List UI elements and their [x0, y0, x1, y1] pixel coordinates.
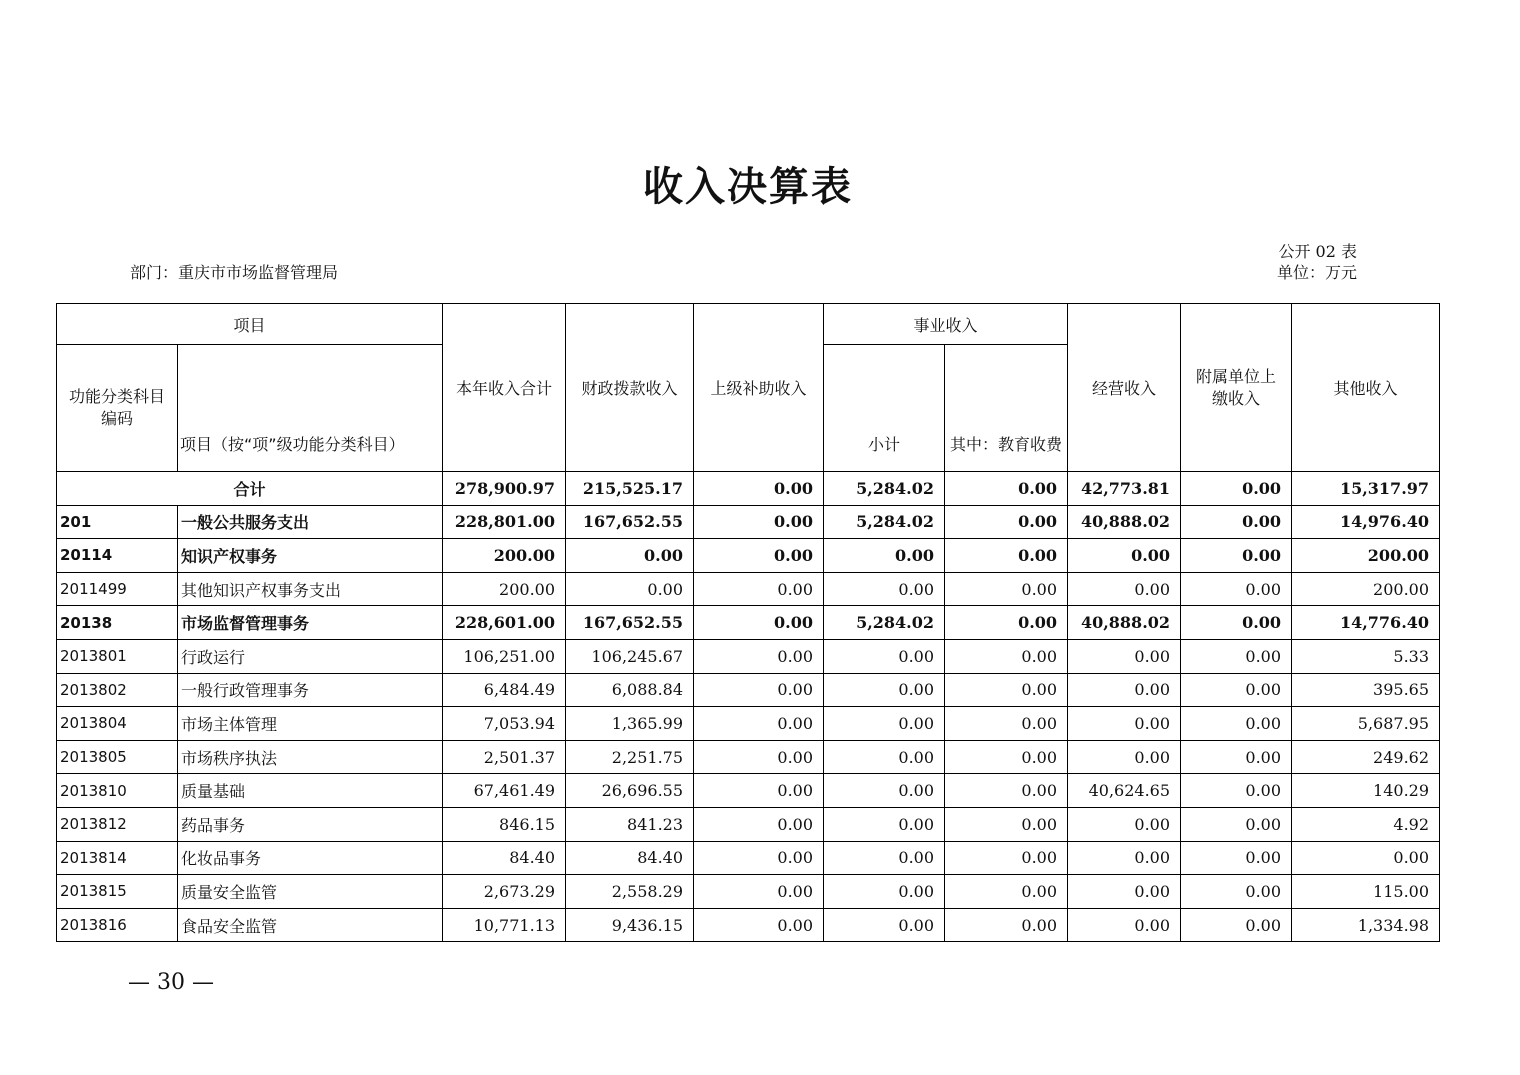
row-value: 0.00	[945, 774, 1068, 808]
row-value: 0.00	[1068, 539, 1181, 573]
row-value: 6,484.49	[443, 673, 566, 707]
row-value: 0.00	[945, 875, 1068, 909]
header-total: 本年收入合计	[443, 304, 566, 472]
row-value: 0.00	[1181, 673, 1292, 707]
row-value: 0.00	[694, 707, 824, 741]
row-value: 0.00	[1181, 707, 1292, 741]
row-code: 2013802	[57, 673, 178, 707]
row-value: 200.00	[443, 572, 566, 606]
row-value: 228,801.00	[443, 505, 566, 539]
row-value: 395.65	[1292, 673, 1440, 707]
table-body	[57, 472, 1440, 942]
row-value: 200.00	[443, 539, 566, 573]
row-value: 0.00	[824, 740, 945, 774]
row-value: 0.00	[1068, 673, 1181, 707]
row-value: 0.00	[824, 639, 945, 673]
row-value: 0.00	[1181, 539, 1292, 573]
row-code: 2013810	[57, 774, 178, 808]
row-code: 2011499	[57, 572, 178, 606]
row-value: 106,245.67	[566, 639, 694, 673]
row-name: 一般行政管理事务	[178, 673, 443, 707]
row-value: 14,976.40	[1292, 505, 1440, 539]
row-value: 0.00	[694, 774, 824, 808]
row-code: 2013814	[57, 841, 178, 875]
row-value: 0.00	[694, 539, 824, 573]
department-label: 部门：重庆市市场监督管理局	[130, 263, 339, 282]
row-value: 0.00	[824, 807, 945, 841]
table-row	[57, 807, 1440, 841]
row-value: 0.00	[945, 505, 1068, 539]
row-value: 0.00	[694, 639, 824, 673]
row-name: 质量基础	[178, 774, 443, 808]
total-value: 0.00	[945, 472, 1068, 506]
row-value: 841.23	[566, 807, 694, 841]
row-code: 2013801	[57, 639, 178, 673]
row-value: 0.00	[945, 908, 1068, 942]
row-value: 0.00	[694, 572, 824, 606]
row-value: 26,696.55	[566, 774, 694, 808]
row-value: 5,687.95	[1292, 707, 1440, 741]
table-row	[57, 841, 1440, 875]
row-value: 5,284.02	[824, 606, 945, 640]
row-value: 6,088.84	[566, 673, 694, 707]
row-value: 0.00	[1181, 606, 1292, 640]
row-value: 0.00	[824, 572, 945, 606]
row-value: 0.00	[1068, 841, 1181, 875]
row-value: 0.00	[694, 606, 824, 640]
row-value: 0.00	[1181, 875, 1292, 909]
row-value: 0.00	[1181, 639, 1292, 673]
row-code: 20114	[57, 539, 178, 573]
row-name: 市场主体管理	[178, 707, 443, 741]
row-value: 0.00	[824, 539, 945, 573]
row-value: 84.40	[566, 841, 694, 875]
row-value: 115.00	[1292, 875, 1440, 909]
row-value: 167,652.55	[566, 606, 694, 640]
row-name: 知识产权事务	[178, 539, 443, 573]
row-value: 846.15	[443, 807, 566, 841]
row-value: 0.00	[945, 673, 1068, 707]
row-code: 2013816	[57, 908, 178, 942]
row-value: 0.00	[945, 807, 1068, 841]
row-value: 4.92	[1292, 807, 1440, 841]
row-value: 0.00	[694, 740, 824, 774]
table-row	[57, 572, 1440, 606]
form-number: 公开 02 表	[1278, 242, 1357, 261]
row-value: 0.00	[694, 807, 824, 841]
row-value: 0.00	[1068, 807, 1181, 841]
row-value: 67,461.49	[443, 774, 566, 808]
header-subtotal: 小计	[824, 345, 945, 472]
header-operating: 经营收入	[1068, 304, 1181, 472]
row-value: 0.00	[566, 572, 694, 606]
row-value: 10,771.13	[443, 908, 566, 942]
row-value: 0.00	[1181, 807, 1292, 841]
table-row	[57, 875, 1440, 909]
row-value: 0.00	[1068, 572, 1181, 606]
table-row	[57, 740, 1440, 774]
total-value: 0.00	[1181, 472, 1292, 506]
total-label: 合计	[57, 472, 443, 506]
header-other: 其他收入	[1292, 304, 1440, 472]
total-row	[57, 472, 1440, 506]
row-value: 2,251.75	[566, 740, 694, 774]
row-code: 2013804	[57, 707, 178, 741]
row-value: 0.00	[1181, 908, 1292, 942]
row-value: 14,776.40	[1292, 606, 1440, 640]
row-value: 7,053.94	[443, 707, 566, 741]
row-value: 0.00	[824, 875, 945, 909]
table-row	[57, 639, 1440, 673]
row-value: 0.00	[824, 841, 945, 875]
row-value: 0.00	[945, 572, 1068, 606]
table-row	[57, 908, 1440, 942]
row-value: 40,888.02	[1068, 505, 1181, 539]
row-value: 200.00	[1292, 539, 1440, 573]
header-affiliated: 附属单位上缴收入	[1181, 304, 1292, 472]
table-row	[57, 606, 1440, 640]
header-fiscal: 财政拨款收入	[566, 304, 694, 472]
table-row	[57, 505, 1440, 539]
row-value: 0.00	[1068, 740, 1181, 774]
row-name: 质量安全监管	[178, 875, 443, 909]
row-value: 0.00	[1181, 505, 1292, 539]
total-value: 215,525.17	[566, 472, 694, 506]
row-value: 0.00	[1181, 740, 1292, 774]
row-name: 市场监督管理事务	[178, 606, 443, 640]
row-value: 167,652.55	[566, 505, 694, 539]
row-value: 0.00	[824, 673, 945, 707]
row-value: 0.00	[566, 539, 694, 573]
row-value: 0.00	[694, 673, 824, 707]
row-value: 40,888.02	[1068, 606, 1181, 640]
row-value: 0.00	[1181, 774, 1292, 808]
row-name: 食品安全监管	[178, 908, 443, 942]
row-name: 一般公共服务支出	[178, 505, 443, 539]
row-value: 1,365.99	[566, 707, 694, 741]
total-value: 278,900.97	[443, 472, 566, 506]
row-code: 20138	[57, 606, 178, 640]
page-title: 收入决算表	[643, 163, 853, 210]
row-value: 0.00	[1068, 639, 1181, 673]
row-value: 0.00	[1181, 841, 1292, 875]
row-value: 5.33	[1292, 639, 1440, 673]
row-code: 201	[57, 505, 178, 539]
row-value: 5,284.02	[824, 505, 945, 539]
table-row	[57, 673, 1440, 707]
header-project: 项目	[57, 304, 443, 345]
row-value: 84.40	[443, 841, 566, 875]
table-row	[57, 707, 1440, 741]
row-value: 0.00	[1068, 875, 1181, 909]
row-value: 0.00	[694, 875, 824, 909]
header-func-code: 功能分类科目编码	[57, 345, 178, 472]
row-code: 2013812	[57, 807, 178, 841]
page-number: — 30 —	[128, 970, 214, 995]
row-value: 249.62	[1292, 740, 1440, 774]
row-name: 其他知识产权事务支出	[178, 572, 443, 606]
row-value: 0.00	[694, 841, 824, 875]
total-value: 0.00	[694, 472, 824, 506]
row-name: 行政运行	[178, 639, 443, 673]
row-value: 0.00	[1181, 572, 1292, 606]
row-value: 2,501.37	[443, 740, 566, 774]
row-value: 9,436.15	[566, 908, 694, 942]
row-code: 2013805	[57, 740, 178, 774]
row-value: 0.00	[824, 707, 945, 741]
table-row	[57, 539, 1440, 573]
row-value: 40,624.65	[1068, 774, 1181, 808]
row-value: 2,673.29	[443, 875, 566, 909]
row-value: 0.00	[824, 774, 945, 808]
header-business: 事业收入	[824, 304, 1068, 345]
row-code: 2013815	[57, 875, 178, 909]
row-value: 0.00	[945, 740, 1068, 774]
row-value: 200.00	[1292, 572, 1440, 606]
row-value: 0.00	[945, 841, 1068, 875]
row-value: 0.00	[945, 539, 1068, 573]
header-superior: 上级补助收入	[694, 304, 824, 472]
row-value: 228,601.00	[443, 606, 566, 640]
row-name: 化妆品事务	[178, 841, 443, 875]
row-value: 1,334.98	[1292, 908, 1440, 942]
header-education: 其中：教育收费	[945, 345, 1068, 472]
row-value: 2,558.29	[566, 875, 694, 909]
income-statement-table	[56, 303, 1440, 942]
unit-label: 单位：万元	[1276, 263, 1357, 282]
row-value: 0.00	[1068, 707, 1181, 741]
row-value: 0.00	[945, 606, 1068, 640]
row-value: 0.00	[1292, 841, 1440, 875]
row-value: 0.00	[945, 639, 1068, 673]
row-value: 0.00	[945, 707, 1068, 741]
total-value: 15,317.97	[1292, 472, 1440, 506]
row-value: 0.00	[694, 505, 824, 539]
row-value: 140.29	[1292, 774, 1440, 808]
row-value: 0.00	[694, 908, 824, 942]
total-value: 5,284.02	[824, 472, 945, 506]
row-value: 0.00	[1068, 908, 1181, 942]
total-value: 42,773.81	[1068, 472, 1181, 506]
row-name: 药品事务	[178, 807, 443, 841]
row-value: 0.00	[824, 908, 945, 942]
row-name: 市场秩序执法	[178, 740, 443, 774]
header-item-name: 项目（按“项”级功能分类科目）	[178, 345, 443, 472]
row-value: 106,251.00	[443, 639, 566, 673]
table-row	[57, 774, 1440, 808]
